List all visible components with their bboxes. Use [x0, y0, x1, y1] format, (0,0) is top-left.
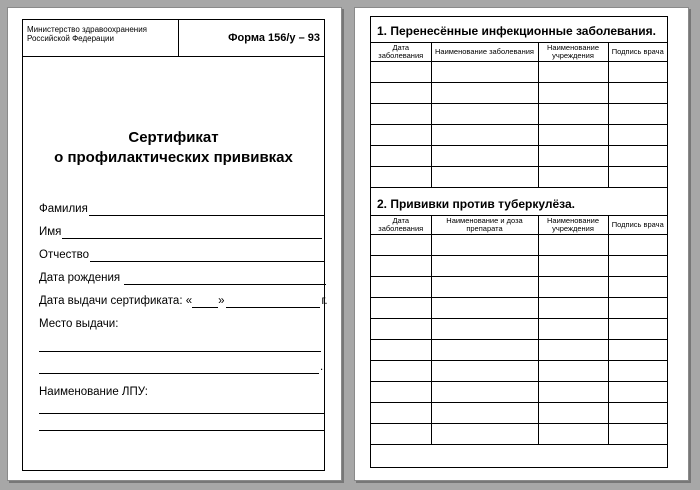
- certificate-frame: [22, 19, 328, 471]
- infections-table-cell[interactable]: [431, 62, 538, 83]
- infections-table-cell[interactable]: [431, 167, 538, 188]
- tuberculosis-table-cell[interactable]: [538, 319, 608, 340]
- infections-table: [371, 42, 667, 188]
- infections-table-cell[interactable]: [538, 104, 608, 125]
- infections-table-cell[interactable]: [371, 125, 431, 146]
- issue-date-day-line: [192, 296, 218, 308]
- infections-table-cell[interactable]: [431, 83, 538, 104]
- records-frame: [370, 16, 668, 468]
- infections-table-cell[interactable]: [608, 83, 667, 104]
- tuberculosis-table-cell[interactable]: [608, 298, 667, 319]
- tuberculosis-table-cell[interactable]: [538, 340, 608, 361]
- infections-table-cell[interactable]: [371, 146, 431, 167]
- tuberculosis-table-cell[interactable]: [431, 277, 538, 298]
- tuberculosis-table-row: [371, 235, 667, 256]
- tuberculosis-table-cell[interactable]: [371, 235, 431, 256]
- tuberculosis-table-cell[interactable]: [608, 277, 667, 298]
- tuberculosis-table-cell[interactable]: [431, 361, 538, 382]
- infections-table-cell[interactable]: [431, 125, 538, 146]
- tuberculosis-table-cell[interactable]: [538, 424, 608, 445]
- tuberculosis-table-cell[interactable]: [371, 319, 431, 340]
- col-header-institution: Наименование учреждения: [538, 216, 608, 235]
- tuberculosis-table-cell[interactable]: [431, 340, 538, 361]
- infections-table-cell[interactable]: [608, 125, 667, 146]
- col-header-drug-name-dose: Наименование и доза препарата: [431, 216, 538, 235]
- infections-table-cell[interactable]: [608, 146, 667, 167]
- tuberculosis-table-cell[interactable]: [431, 424, 538, 445]
- tuberculosis-table-cell[interactable]: [371, 424, 431, 445]
- infections-table-cell[interactable]: [371, 167, 431, 188]
- tuberculosis-table-cell[interactable]: [538, 277, 608, 298]
- tuberculosis-table-cell[interactable]: [538, 235, 608, 256]
- tuberculosis-table-cell[interactable]: [431, 298, 538, 319]
- infections-table-cell[interactable]: [538, 146, 608, 167]
- tuberculosis-table-cell[interactable]: [608, 403, 667, 424]
- tuberculosis-table-row: [371, 382, 667, 403]
- ministry-line-1: Министерство здравоохранения: [27, 25, 147, 34]
- col-header-disease-name: Наименование заболевания: [431, 43, 538, 62]
- place-of-issue-label: Место выдачи:: [39, 318, 119, 330]
- tuberculosis-table-cell[interactable]: [608, 256, 667, 277]
- infections-table-row: [371, 146, 667, 167]
- birth-date-field[interactable]: [39, 271, 326, 285]
- infections-table-row: [371, 62, 667, 83]
- name-field[interactable]: [39, 225, 322, 239]
- tuberculosis-table-cell[interactable]: [431, 256, 538, 277]
- infections-table-row: [371, 104, 667, 125]
- tuberculosis-table-cell[interactable]: [608, 361, 667, 382]
- tuberculosis-table-cell[interactable]: [538, 403, 608, 424]
- infections-table-cell[interactable]: [538, 83, 608, 104]
- infections-table-cell[interactable]: [538, 62, 608, 83]
- issue-date-month-line: [226, 296, 320, 308]
- surname-label: Фамилия: [39, 203, 88, 215]
- patronymic-label: Отчество: [39, 249, 89, 261]
- tuberculosis-table-cell[interactable]: [371, 277, 431, 298]
- tuberculosis-table-row: [371, 403, 667, 424]
- lpu-name-label: Наименование ЛПУ:: [39, 386, 148, 398]
- tuberculosis-table-cell[interactable]: [371, 403, 431, 424]
- col-header-disease-date: Дата заболевания: [371, 43, 431, 62]
- infections-table-cell[interactable]: [538, 125, 608, 146]
- ministry-block: [23, 20, 179, 56]
- tuberculosis-table-cell[interactable]: [608, 340, 667, 361]
- tuberculosis-table-cell[interactable]: [608, 319, 667, 340]
- infections-table-cell[interactable]: [538, 167, 608, 188]
- infections-table-row: [371, 167, 667, 188]
- birth-date-line: [124, 273, 326, 285]
- ministry-line-2: Российской Федерации: [27, 34, 114, 43]
- infections-table-cell[interactable]: [371, 62, 431, 83]
- infections-table-cell[interactable]: [371, 104, 431, 125]
- infections-section-title: 1. Перенесённые инфекционные заболевания.: [377, 24, 656, 38]
- infections-table-cell[interactable]: [371, 83, 431, 104]
- issue-date-suffix: г.: [321, 295, 328, 307]
- tuberculosis-table-cell[interactable]: [371, 256, 431, 277]
- surname-line: [89, 204, 325, 216]
- tuberculosis-table-cell[interactable]: [538, 298, 608, 319]
- tuberculosis-table-row: [371, 319, 667, 340]
- col-header-doctor-signature: Подпись врача: [608, 216, 667, 235]
- tuberculosis-table-cell[interactable]: [608, 424, 667, 445]
- lpu-name-line-1[interactable]: [39, 413, 325, 414]
- infections-table-cell[interactable]: [431, 104, 538, 125]
- patronymic-field[interactable]: [39, 248, 324, 262]
- issue-date-mid: »: [218, 295, 225, 307]
- tuberculosis-table-cell[interactable]: [431, 235, 538, 256]
- infections-table-cell[interactable]: [608, 104, 667, 125]
- place-end-mark: .: [320, 361, 324, 373]
- certificate-header: [23, 20, 324, 57]
- tuberculosis-table-cell[interactable]: [371, 382, 431, 403]
- name-line: [62, 227, 322, 239]
- tuberculosis-table-cell[interactable]: [538, 361, 608, 382]
- tuberculosis-table-cell[interactable]: [608, 382, 667, 403]
- infections-table-row: [371, 83, 667, 104]
- form-number: Форма 156/у – 93: [228, 32, 320, 44]
- tuberculosis-table-cell[interactable]: [371, 298, 431, 319]
- tuberculosis-table-cell[interactable]: [431, 403, 538, 424]
- tuberculosis-table: [371, 215, 667, 445]
- tuberculosis-table-row: [371, 256, 667, 277]
- lpu-name-line-2[interactable]: [39, 430, 325, 431]
- tuberculosis-table-cell[interactable]: [538, 256, 608, 277]
- tuberculosis-section-title: 2. Прививки против туберкулёза.: [377, 197, 575, 211]
- col-header-institution: Наименование учреждения: [538, 43, 608, 62]
- infections-table-cell[interactable]: [608, 167, 667, 188]
- tuberculosis-table-cell[interactable]: [431, 319, 538, 340]
- certificate-title: Сертификат: [128, 129, 219, 146]
- infections-table-cell[interactable]: [431, 146, 538, 167]
- tuberculosis-table-cell[interactable]: [371, 361, 431, 382]
- col-header-vaccination-date: Дата заболевания: [371, 216, 431, 235]
- tuberculosis-table-cell[interactable]: [431, 382, 538, 403]
- records-page: [354, 7, 689, 481]
- tuberculosis-table-row: [371, 277, 667, 298]
- tuberculosis-table-row: [371, 298, 667, 319]
- tuberculosis-table-cell[interactable]: [371, 340, 431, 361]
- place-of-issue-line-1[interactable]: [39, 351, 321, 352]
- place-of-issue-field: [39, 317, 118, 331]
- lpu-name-field: [39, 385, 148, 399]
- issue-date-field[interactable]: [39, 294, 328, 308]
- tuberculosis-table-row: [371, 340, 667, 361]
- infections-table-cell[interactable]: [608, 62, 667, 83]
- col-header-doctor-signature: Подпись врача: [608, 43, 667, 62]
- name-label: Имя: [39, 226, 62, 238]
- certificate-cover-page: [7, 7, 342, 481]
- surname-field[interactable]: [39, 202, 325, 216]
- infections-table-row: [371, 125, 667, 146]
- tuberculosis-table-row: [371, 424, 667, 445]
- tuberculosis-table-cell[interactable]: [608, 235, 667, 256]
- tuberculosis-table-cell[interactable]: [538, 382, 608, 403]
- patronymic-line: [90, 250, 324, 262]
- place-of-issue-line-2[interactable]: [39, 373, 319, 374]
- birth-date-label: Дата рождения: [39, 272, 121, 284]
- tuberculosis-table-row: [371, 361, 667, 382]
- issue-date-label: Дата выдачи сертификата: «: [39, 295, 193, 307]
- certificate-subtitle: о профилактических прививках: [54, 149, 293, 166]
